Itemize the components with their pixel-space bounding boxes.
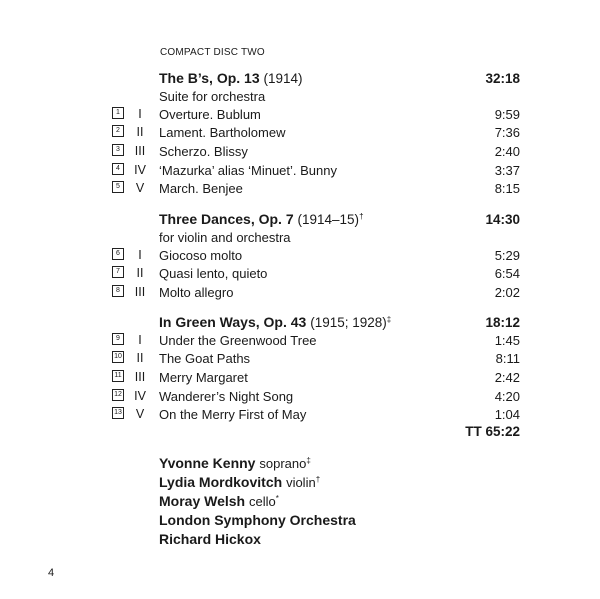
performer-lydia-mordkovitch	[159, 474, 320, 490]
track-number-box: 8	[112, 285, 124, 297]
work-duration: 14:30	[485, 212, 520, 227]
performer-name: Richard Hickox	[159, 531, 261, 547]
movement-numeral: III	[134, 370, 146, 384]
track-title: Quasi lento, quieto	[159, 266, 268, 281]
track-number-box: 12	[112, 389, 124, 401]
track-duration: 8:15	[494, 181, 520, 196]
movement-numeral: I	[138, 333, 142, 347]
work-date: (1915; 1928)	[310, 315, 387, 330]
performer-moray-welsh	[159, 493, 279, 509]
performer-richard-hickox	[159, 531, 261, 547]
track-title: The Goat Paths	[159, 351, 251, 366]
movement-numeral: II	[136, 125, 144, 139]
movement-numeral: III	[134, 144, 146, 158]
track-duration: 1:04	[494, 407, 520, 422]
track-number-box: 7	[112, 266, 124, 278]
track-number-box: 4	[112, 163, 124, 175]
movement-numeral: V	[135, 407, 145, 421]
track-number-box: 2	[112, 125, 124, 137]
work-name: Three Dances, Op. 7	[159, 211, 294, 227]
track-title: Merry Margaret	[159, 370, 248, 385]
movement-numeral: II	[136, 351, 144, 365]
track-number-box: 11	[112, 370, 124, 382]
movement-numeral: IV	[134, 389, 146, 403]
performer-role: violin	[286, 475, 316, 490]
track-duration: 2:42	[494, 370, 520, 385]
track-duration: 2:02	[494, 285, 520, 300]
track-duration: 4:20	[494, 389, 520, 404]
page-number: 4	[48, 567, 55, 579]
track-title: Wanderer’s Night Song	[159, 389, 294, 404]
track-number-box: 10	[112, 351, 124, 363]
work-duration: 18:12	[485, 315, 520, 330]
movement-numeral: I	[138, 248, 142, 262]
work-title-three-dances	[159, 211, 364, 227]
performer-mark: *	[275, 494, 279, 503]
performer-name: London Symphony Orchestra	[159, 512, 356, 528]
track-title: ‘Mazurka’ alias ‘Minuet’. Bunny	[159, 163, 337, 178]
track-title: Lament. Bartholomew	[159, 125, 286, 140]
track-number-box: 1	[112, 107, 124, 119]
track-duration: 5:29	[494, 248, 520, 263]
work-duration: 32:18	[485, 71, 520, 86]
track-duration: 3:37	[494, 163, 520, 178]
track-title: On the Merry First of May	[159, 407, 307, 422]
work-title-the-bs	[159, 70, 303, 86]
disc-label: COMPACT DISC TWO	[160, 47, 265, 58]
track-title: March. Benjee	[159, 181, 243, 196]
work-title-in-green-ways	[159, 314, 391, 330]
performer-name: Lydia Mordkovitch	[159, 474, 283, 490]
track-duration: 7:36	[494, 125, 520, 140]
track-number-box: 3	[112, 144, 124, 156]
track-duration: 2:40	[494, 144, 520, 159]
track-title: Under the Greenwood Tree	[159, 333, 317, 348]
track-number-box: 5	[112, 181, 124, 193]
movement-numeral: III	[134, 285, 146, 299]
performer-mark: ‡	[306, 456, 311, 465]
track-title: Giocoso molto	[159, 248, 243, 263]
track-number-box: 9	[112, 333, 124, 345]
work-date: (1914)	[263, 71, 303, 86]
total-time: TT 65:22	[465, 424, 520, 439]
movement-numeral: V	[135, 181, 145, 195]
track-duration: 1:45	[494, 333, 520, 348]
work-mark: †	[359, 212, 364, 221]
movement-numeral: IV	[134, 163, 146, 177]
track-title: Molto allegro	[159, 285, 234, 300]
performer-yvonne-kenny	[159, 455, 311, 471]
performer-name: Moray Welsh	[159, 493, 246, 509]
performer-role: soprano	[259, 456, 307, 471]
work-name: The B’s, Op. 13	[159, 70, 260, 86]
performer-mark: †	[315, 475, 321, 484]
work-mark: ‡	[386, 315, 392, 324]
track-title: Overture. Bublum	[159, 107, 261, 122]
work-subtitle: for violin and orchestra	[159, 230, 291, 245]
work-name: In Green Ways, Op. 43	[159, 314, 307, 330]
performer-london-symphony-orchestra	[159, 512, 356, 528]
movement-numeral: I	[138, 107, 142, 121]
track-number-box: 13	[112, 407, 124, 419]
track-duration: 9:59	[494, 107, 520, 122]
track-title: Scherzo. Blissy	[159, 144, 248, 159]
performer-role: cello	[249, 494, 276, 509]
track-number-box: 6	[112, 248, 124, 260]
track-duration: 6:54	[494, 266, 520, 281]
movement-numeral: II	[136, 266, 144, 280]
work-subtitle: Suite for orchestra	[159, 89, 266, 104]
work-date: (1914–15)	[297, 212, 360, 227]
performer-name: Yvonne Kenny	[159, 455, 256, 471]
track-duration: 8:11	[495, 351, 520, 366]
